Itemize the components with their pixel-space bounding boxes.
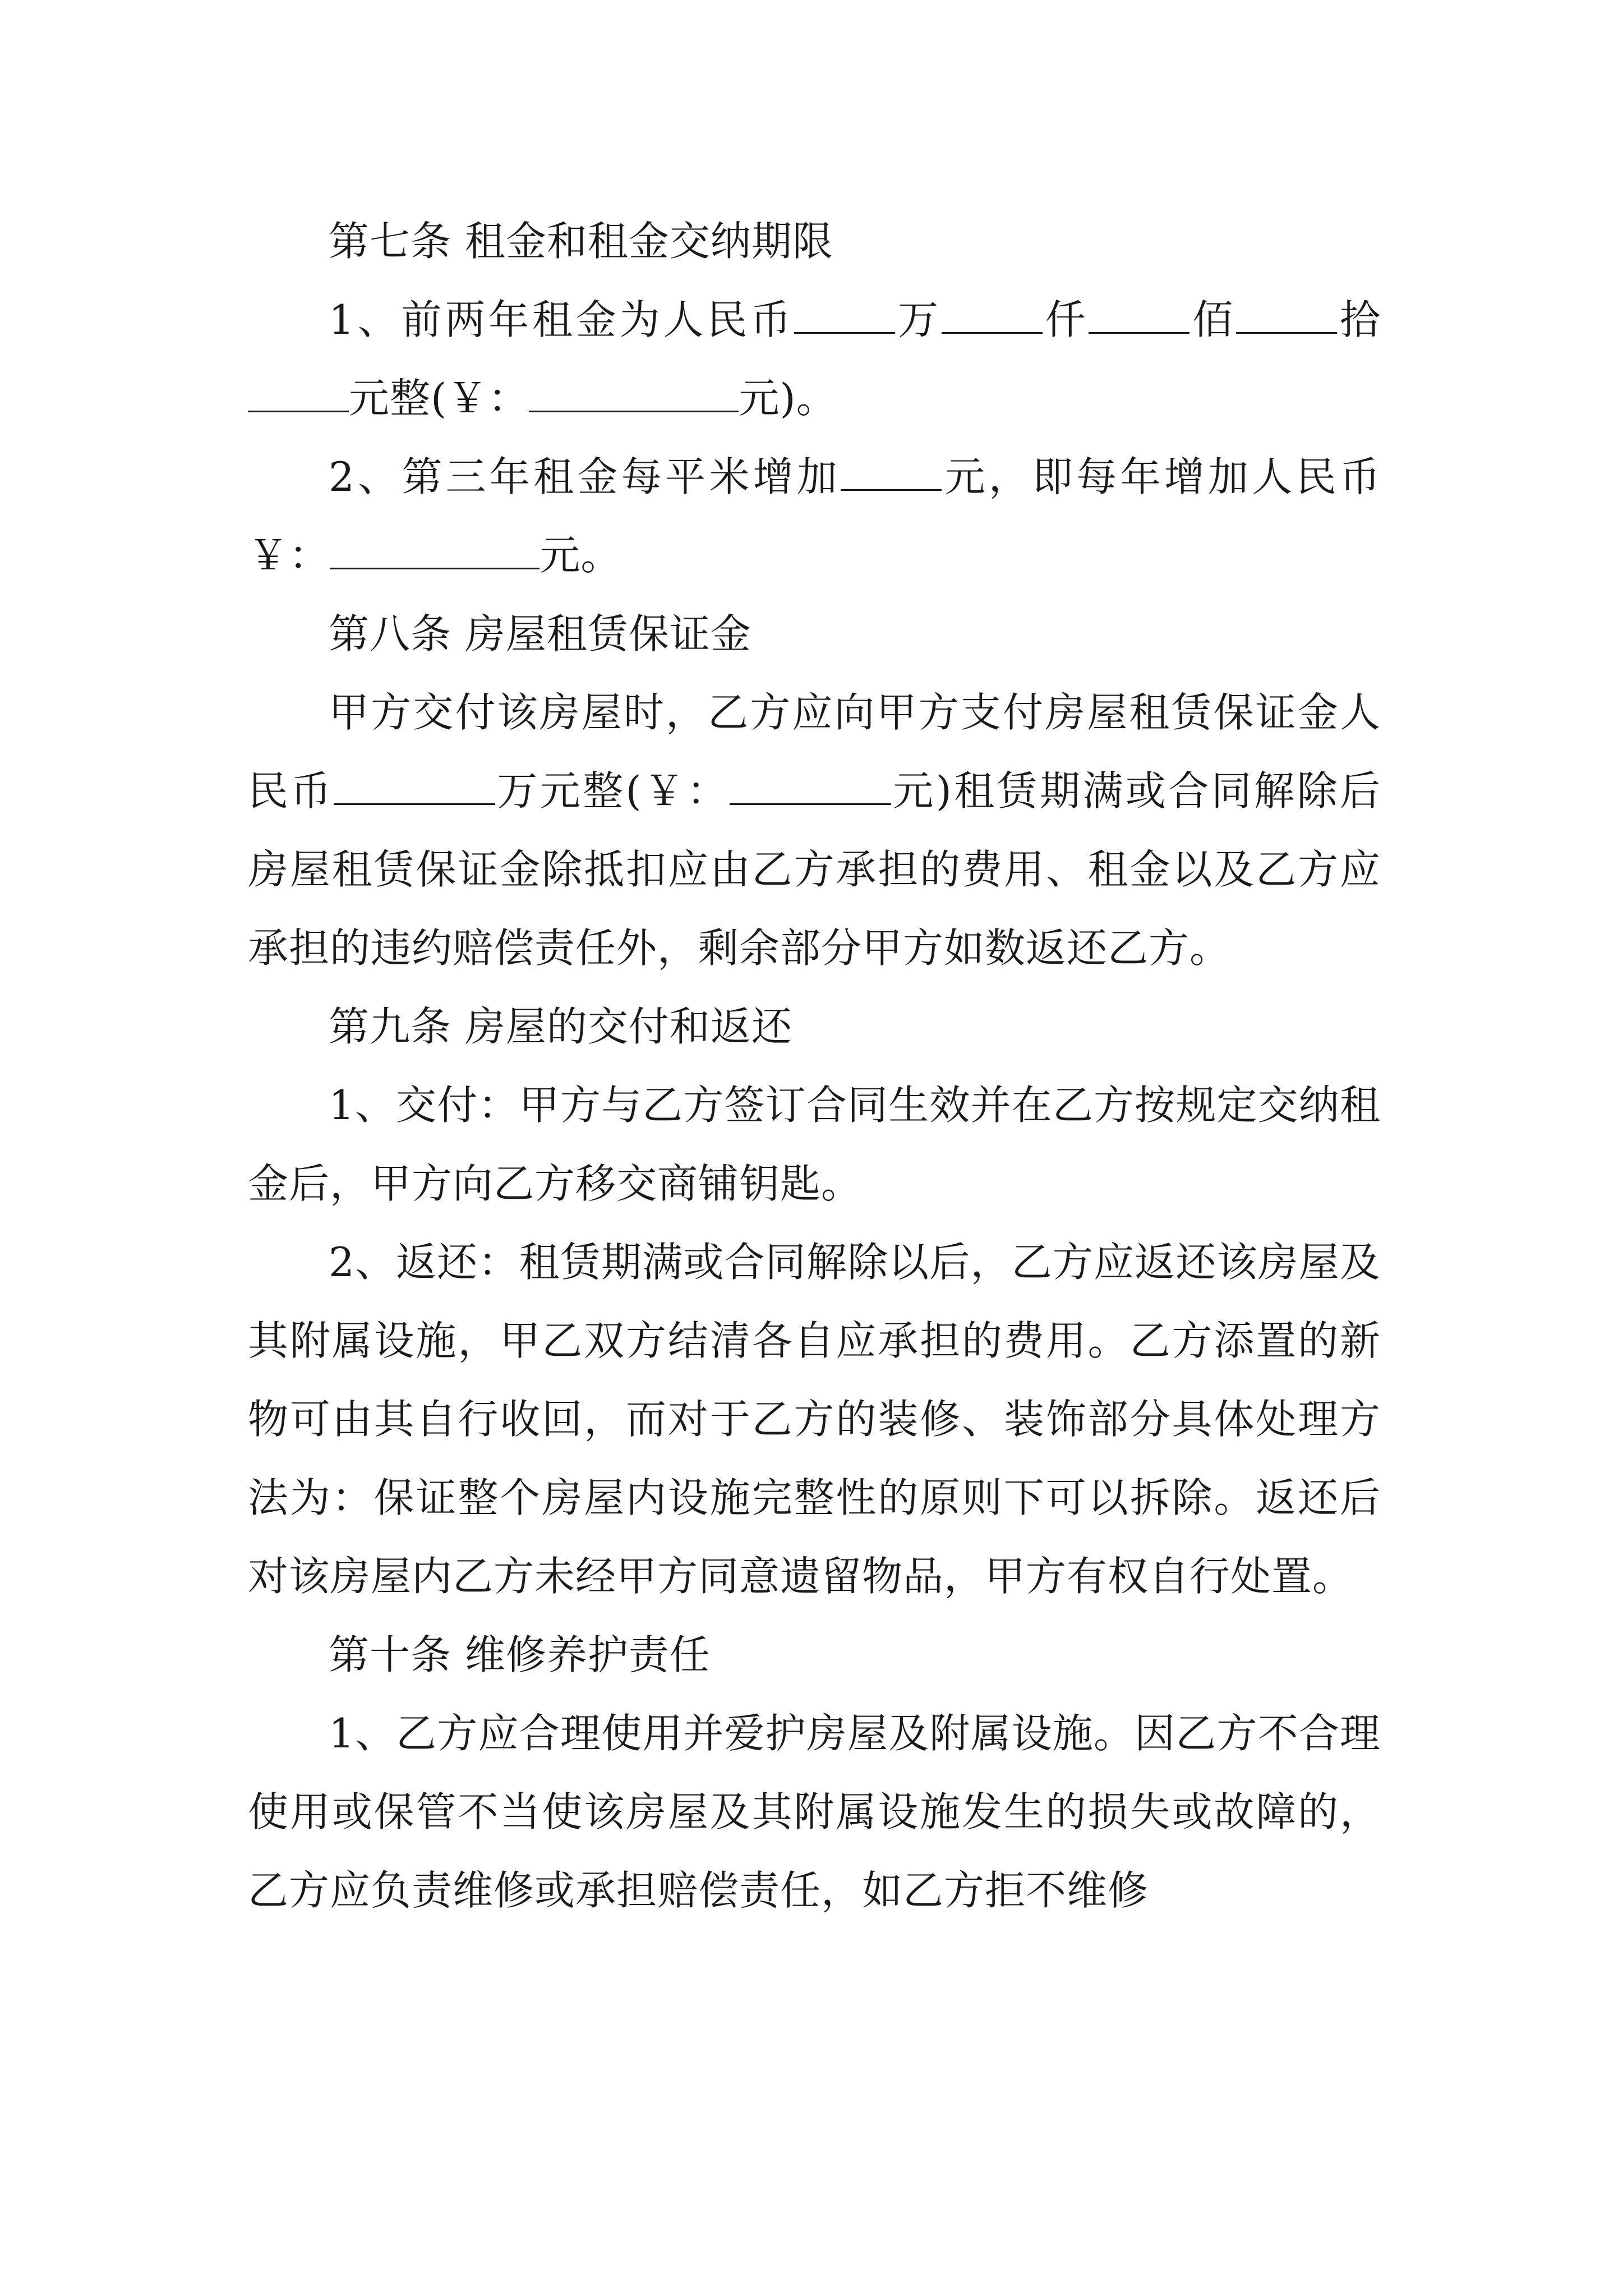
article-10-item-1: 1、乙方应合理使用并爱护房屋及附属设施。因乙方不合理使用或保管不当使该房屋及其附属设施发生的损失或故障的，乙方应负责维修或承担赔偿责任，如乙方拒不维修 bbox=[248, 1710, 1381, 1914]
blank-line bbox=[730, 769, 891, 805]
blank-line bbox=[1236, 298, 1337, 334]
document-body bbox=[248, 202, 1381, 1930]
text-segment: 甲方交付该房屋时，乙方应向甲方支付房屋租赁保证金人民币 bbox=[248, 689, 1381, 815]
text-segment: 元整(￥： bbox=[349, 375, 529, 422]
text-segment: 拾 bbox=[1337, 296, 1381, 343]
text-segment: 万元整(￥： bbox=[495, 767, 730, 815]
blank-line bbox=[841, 455, 942, 491]
text-segment: 1、前两年租金为人民币 bbox=[329, 296, 795, 343]
article-7-title: 第七条 租金和租金交纳期限 bbox=[329, 218, 833, 265]
text-segment: 佰 bbox=[1189, 296, 1237, 343]
article-9-item-2: 2、返还：租赁期满或合同解除以后，乙方应返还该房屋及其附属设施，甲乙双方结清各自应承担的费用。乙方添置的新物可由其自行收回，而对于乙方的装修、装饰部分具体处理方法为：保证整个房屋内设施完整性的原则下可以拆除。返还后对该房屋内乙方未经甲方同意遗留物品，甲方有权自行处置。 bbox=[248, 1239, 1381, 1600]
blank-line bbox=[794, 298, 895, 334]
blank-line bbox=[248, 376, 349, 412]
blank-line bbox=[334, 769, 495, 805]
text-segment: 元)租赁期满或合同解除后房屋租赁保证金除抵扣应由乙方承担的费用、租金以及乙方应承担的违约赔偿责任外，剩余部分甲方如数返还乙方。 bbox=[248, 767, 1381, 972]
blank-line bbox=[330, 533, 540, 569]
text-segment: 万 bbox=[895, 296, 942, 343]
article-10-title: 第十条 维修养护责任 bbox=[329, 1631, 711, 1678]
text-segment: 仟 bbox=[1042, 296, 1089, 343]
article-8-title: 第八条 房屋租赁保证金 bbox=[329, 610, 751, 657]
text-segment: 元。 bbox=[540, 532, 622, 579]
text-segment: 元，即每年增加人民币￥： bbox=[248, 453, 1381, 579]
article-7-item-1 bbox=[248, 280, 1381, 438]
blank-line bbox=[529, 376, 739, 412]
text-segment: 2、第三年租金每平米增加 bbox=[329, 453, 841, 500]
article-9-title: 第九条 房屋的交付和返还 bbox=[329, 1003, 792, 1050]
text-segment: 元)。 bbox=[739, 375, 837, 422]
blank-line bbox=[942, 298, 1043, 334]
article-9-item-1: 1、交付：甲方与乙方签订合同生效并在乙方按规定交纳租金后，甲方向乙方移交商铺钥匙。 bbox=[248, 1082, 1381, 1207]
article-8-body bbox=[248, 673, 1381, 987]
blank-line bbox=[1089, 298, 1189, 334]
article-7-item-2 bbox=[248, 438, 1381, 595]
